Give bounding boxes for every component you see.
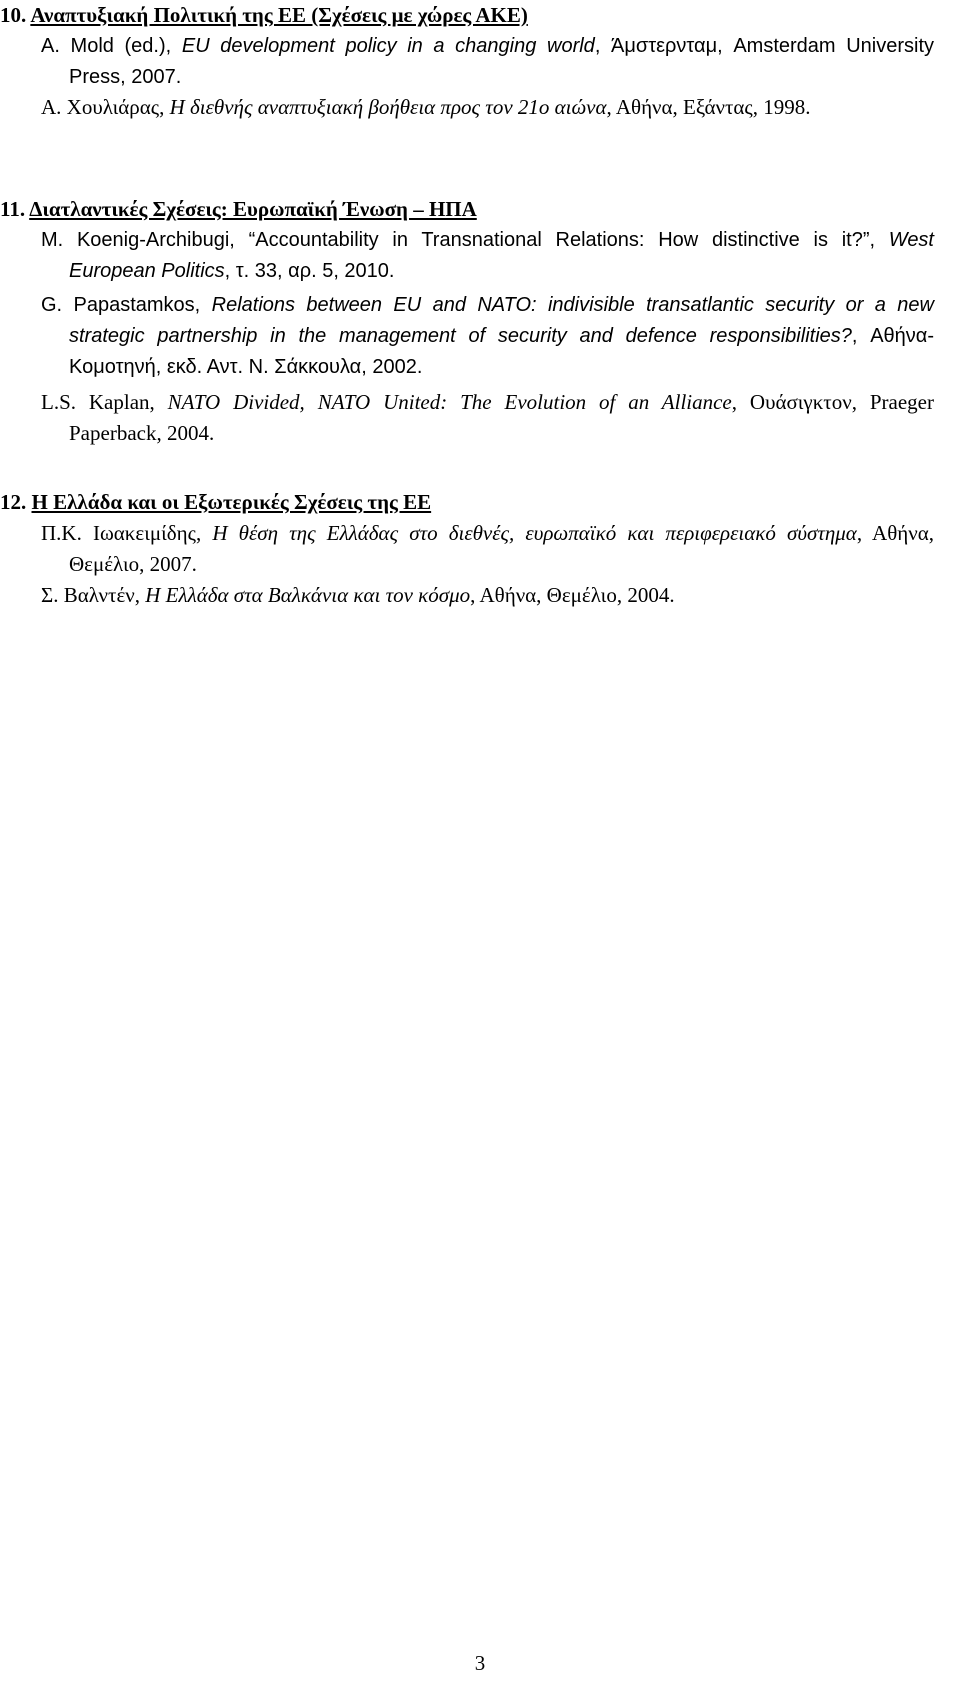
reference-title: Η Ελλάδα στα Βαλκάνια και τον κόσμο xyxy=(145,583,471,607)
reference-author: Π.Κ. Ιωακειμίδης, xyxy=(41,521,213,545)
section-title: Διατλαντικές Σχέσεις: Ευρωπαϊκή Ένωση – ΗΠΑ xyxy=(29,197,477,221)
reference-author: M. Koenig-Archibugi, “Accountability in Transnational Relations: How distinctive is it?”, xyxy=(41,229,889,251)
reference-title: West European Politics xyxy=(69,229,934,282)
section-number: 12. xyxy=(0,490,27,514)
reference-title: EU development policy in a changing world xyxy=(181,35,595,57)
reference-author: Α. Χουλιάρας, xyxy=(41,95,170,119)
reference-publication: , Αθήνα, Θεμέλιο, 2004. xyxy=(470,583,675,607)
reference-item xyxy=(41,387,934,449)
reference-publication: , Άμστερνταμ, Amsterdam University Press, 2007. xyxy=(69,35,934,88)
page-number: 3 xyxy=(474,1651,486,1675)
reference-author: G. Papastamkos, xyxy=(41,294,212,316)
reference-publication: , Ουάσιγκτον, Praeger Paperback, 2004. xyxy=(69,390,934,445)
section-heading-11 xyxy=(0,196,940,223)
reference-publication: , Αθήνα, Θεμέλιο, 2007. xyxy=(69,521,935,576)
section-heading-12 xyxy=(0,489,940,516)
reference-publication: , τ. 33, αρ. 5, 2010. xyxy=(224,260,395,282)
reference-title: Η θέση της Ελλάδας στο διεθνές, ευρωπαϊκό και περιφερειακό σύστημα xyxy=(212,521,857,545)
reference-item xyxy=(41,31,934,93)
section-title: Η Ελλάδα και οι Εξωτερικές Σχέσεις της ΕΕ xyxy=(31,490,432,514)
reference-author: A. Mold (ed.), xyxy=(41,35,182,57)
reference-item xyxy=(41,290,934,383)
reference-publication: , Αθήνα, Εξάντας, 1998. xyxy=(606,95,811,119)
reference-author: L.S. Kaplan, xyxy=(41,390,168,414)
reference-title: Relations between EU and NATO: indivisible transatlantic security or a new strategic partnership in the management of security and defence responsibilities? xyxy=(69,294,934,347)
reference-title: Η διεθνής αναπτυξιακή βοήθεια προς τον 21ο αιώνα xyxy=(169,95,607,119)
section-number: 10. xyxy=(0,3,27,27)
section-title: Αναπτυξιακή Πολιτική της ΕΕ (Σχέσεις με χώρες ΑΚΕ) xyxy=(30,3,528,27)
reference-item xyxy=(41,92,934,123)
section-number: 11. xyxy=(0,197,26,221)
reference-item xyxy=(41,225,934,287)
reference-title: NATO Divided, NATO United: The Evolution of an Alliance xyxy=(167,390,732,414)
section-heading-10 xyxy=(0,2,940,29)
reference-author: Σ. Βαλντέν, xyxy=(41,583,146,607)
reference-publication: , Αθήνα-Κομοτηνή, εκδ. Αντ. Ν. Σάκκουλα, 2002. xyxy=(69,325,935,378)
reference-item xyxy=(41,580,934,611)
reference-item xyxy=(41,518,934,580)
